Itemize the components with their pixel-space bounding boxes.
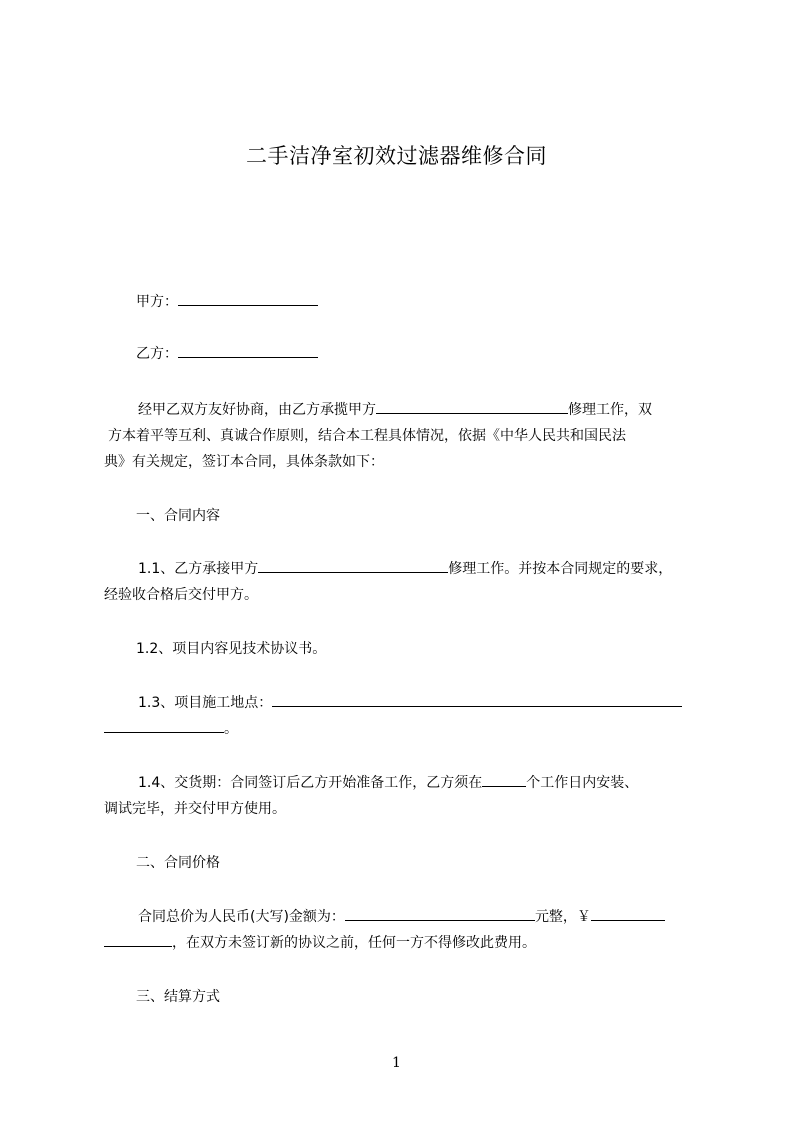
party-a-label: 甲方： xyxy=(136,294,178,310)
section1-item2: 1.2、项目内容见技术协议书。 xyxy=(136,641,327,657)
party-a-line xyxy=(104,290,736,314)
intro-line-1 xyxy=(104,398,738,422)
page-number: 1 xyxy=(392,1055,401,1071)
section1-item3-line2 xyxy=(104,717,704,741)
price-words-blank xyxy=(345,906,535,921)
item3-location-blank xyxy=(272,692,682,707)
item3-text-start: 1.3、项目施工地点： xyxy=(138,695,273,711)
party-b-blank xyxy=(178,343,318,358)
item1-text-end: 修理工作。并按本合同规定的要求， xyxy=(448,561,673,577)
section2-price-line1 xyxy=(104,905,738,929)
price-text-end: ，在双方未签订新的协议之前，任何一方不得修改此费用。 xyxy=(172,935,536,951)
intro-text-end: 修理工作，双 xyxy=(568,402,652,418)
section1-heading: 一、合同内容 xyxy=(136,508,220,524)
section1-item4-line1 xyxy=(104,771,738,795)
price-number-blank-cont xyxy=(104,932,172,947)
section1-item1-line2: 经验收合格后交付甲方。 xyxy=(104,587,258,603)
price-text-mid: 元整，￥ xyxy=(534,909,591,925)
price-text-start: 合同总价为人民币(大写)金额为： xyxy=(138,909,345,925)
section1-item1-line1 xyxy=(104,557,738,581)
intro-line-3: 典》有关规定，签订本合同，具体条款如下： xyxy=(104,454,384,470)
section2-price-line2 xyxy=(104,931,704,955)
item3-text-end: 。 xyxy=(224,721,238,737)
section2-heading: 二、合同价格 xyxy=(136,855,220,871)
item4-text-end: 个工作日内安装、 xyxy=(526,775,639,791)
item1-text-start: 1.1、乙方承接甲方 xyxy=(138,561,259,577)
intro-line-2: 方本着平等互利、真诚合作原则，结合本工程具体情况，依据《中华人民共和国民法 xyxy=(108,428,626,444)
section3-heading: 三、结算方式 xyxy=(136,989,220,1005)
item1-project-blank xyxy=(258,558,448,573)
item3-location-blank-cont xyxy=(104,718,224,733)
intro-text-start: 经甲乙双方友好协商，由乙方承揽甲方 xyxy=(138,402,376,418)
section1-item3-line1 xyxy=(104,691,738,715)
party-a-blank xyxy=(178,291,318,306)
item4-text-start: 1.4、交货期：合同签订后乙方开始准备工作，乙方须在 xyxy=(138,775,483,791)
intro-project-blank xyxy=(376,399,568,414)
section1-item4-line2: 调试完毕，并交付甲方使用。 xyxy=(104,801,286,817)
item4-days-blank xyxy=(482,772,526,787)
party-b-line xyxy=(104,342,736,366)
party-b-label: 乙方： xyxy=(136,346,178,362)
document-title: 二手洁净室初效过滤器维修合同 xyxy=(246,144,547,168)
price-number-blank xyxy=(591,906,665,921)
